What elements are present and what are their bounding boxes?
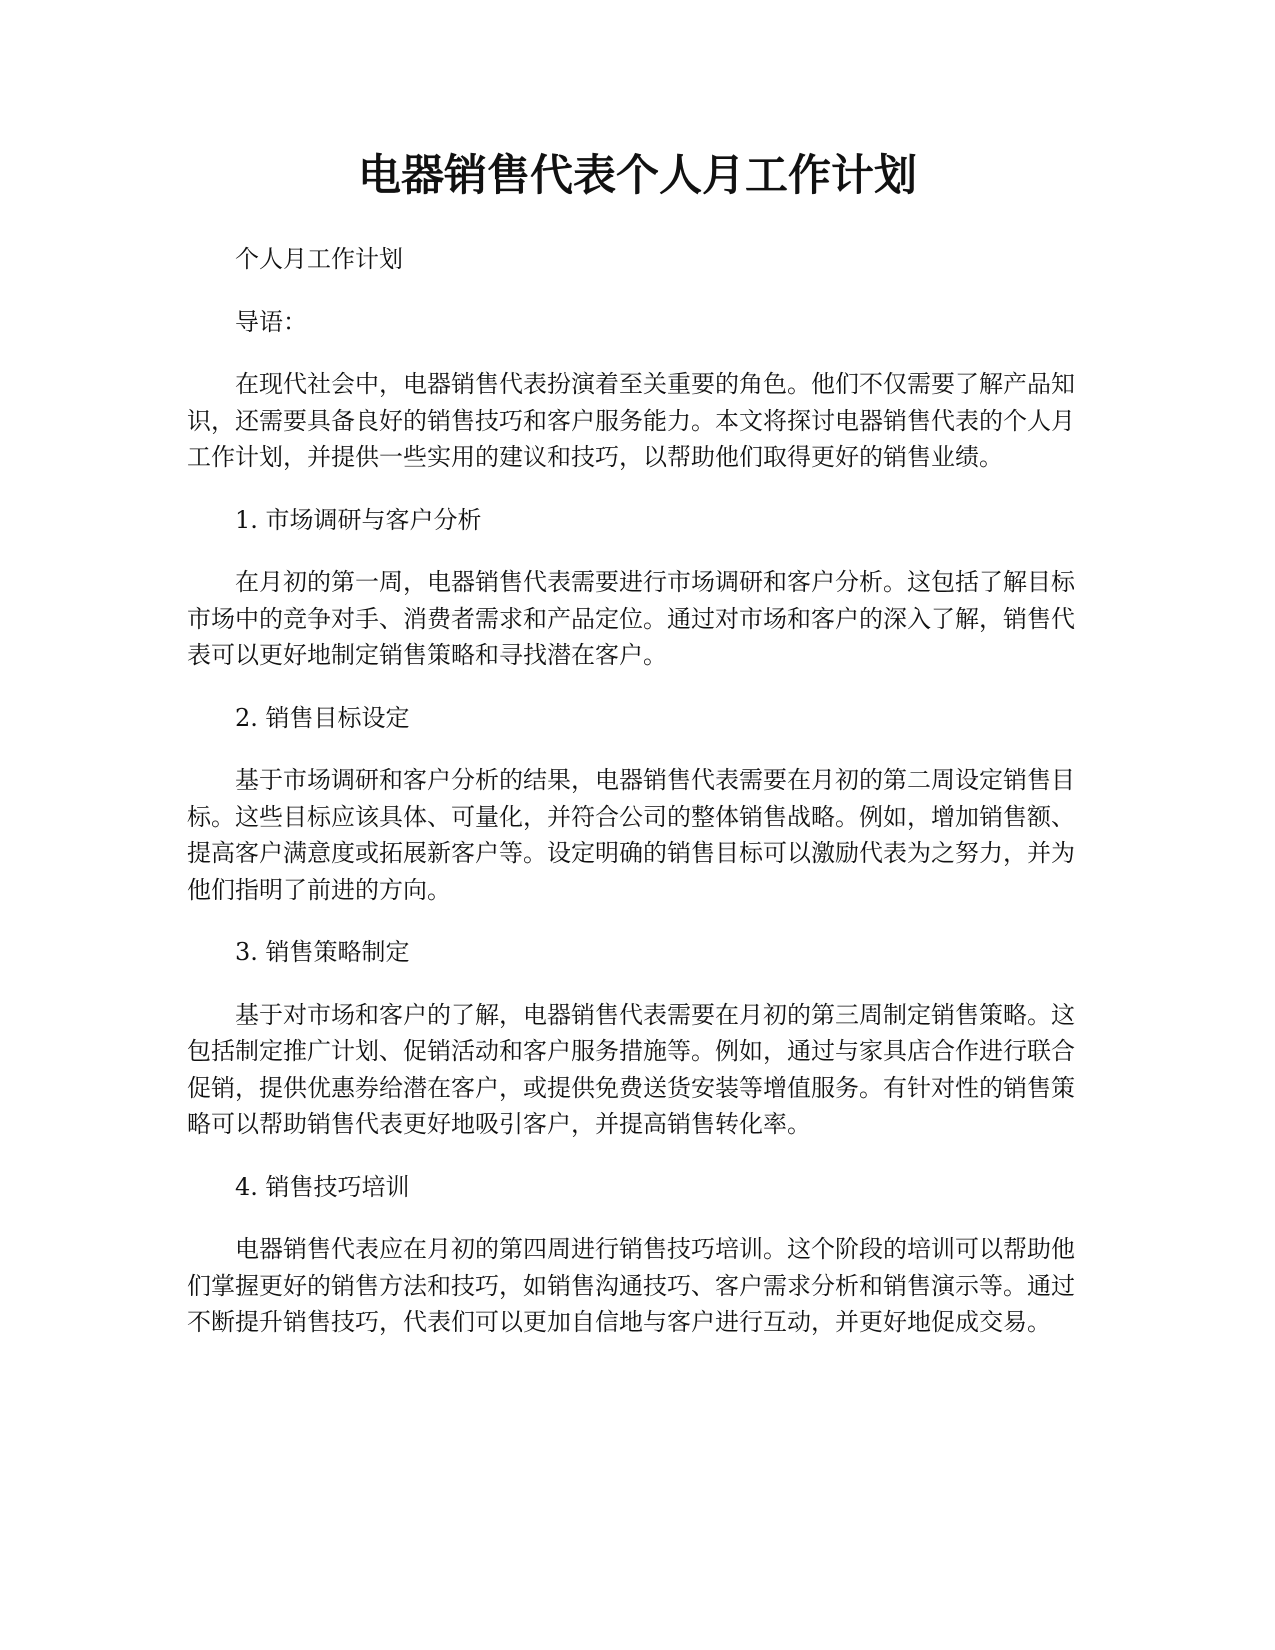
subtitle-paragraph: 个人月工作计划 — [235, 245, 403, 273]
document-body — [187, 241, 1088, 1367]
section-heading-2: 2. 销售目标设定 — [235, 703, 410, 732]
section-heading-3: 3. 销售策略制定 — [235, 938, 410, 966]
section-heading-1: 1. 市场调研与客户分析 — [235, 505, 482, 534]
document-title: 电器销售代表个人月工作计划 — [358, 151, 917, 201]
section-heading-4: 4. 销售技巧培训 — [235, 1172, 410, 1201]
intro-label: 导语： — [235, 307, 307, 336]
intro-paragraph: 在现代社会中，电器销售代表扮演着至关重要的角色。他们不仅需要了解产品知识，还需要具备良好的销售技巧和客户服务能力。本文将探讨电器销售代表的个人月工作计划，并提供一些实用的建议和技巧，以帮助他们取得更好的销售业绩。 — [187, 370, 1075, 471]
section-paragraph-1: 在月初的第一周，电器销售代表需要进行市场调研和客户分析。这包括了解目标市场中的竞争对手、消费者需求和产品定位。通过对市场和客户的深入了解，销售代表可以更好地制定销售策略和寻找潜在客户。 — [187, 568, 1075, 669]
section-paragraph-3: 基于对市场和客户的了解，电器销售代表需要在月初的第三周制定销售策略。这包括制定推广计划、促销活动和客户服务措施等。例如，通过与家具店合作进行联合促销，提供优惠券给潜在客户，或提供免费送货安装等增值服务。有针对性的销售策略可以帮助销售代表更好地吸引客户，并提高销售转化率。 — [187, 1000, 1075, 1138]
section-paragraph-2: 基于市场调研和客户分析的结果，电器销售代表需要在月初的第二周设定销售目标。这些目标应该具体、可量化，并符合公司的整体销售战略。例如，增加销售额、提高客户满意度或拓展新客户等。设定明确的销售目标可以激励代表为之努力，并为他们指明了前进的方向。 — [187, 766, 1075, 904]
section-paragraph-4: 电器销售代表应在月初的第四周进行销售技巧培训。这个阶段的培训可以帮助他们掌握更好的销售方法和技巧，如销售沟通技巧、客户需求分析和销售演示等。通过不断提升销售技巧，代表们可以更加自信地与客户进行互动，并更好地促成交易。 — [187, 1235, 1075, 1336]
